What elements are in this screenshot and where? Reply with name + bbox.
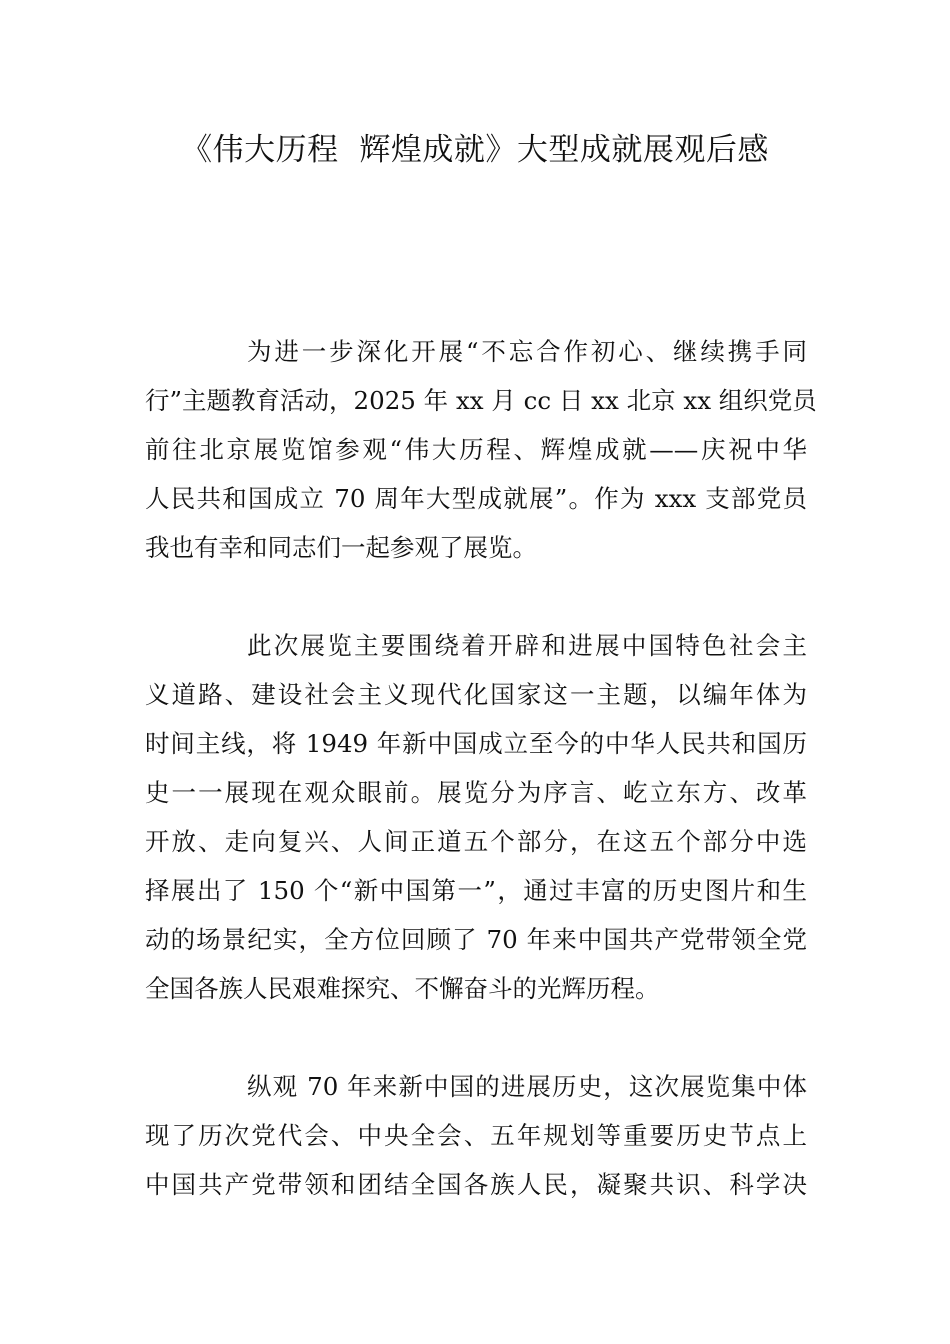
paragraph-line: 开放、走向复兴、人间正道五个部分，在这五个部分中选: [145, 827, 807, 856]
paragraph-1: [145, 327, 817, 572]
document-title: 《伟大历程 辉煌成就》大型成就展观后感: [181, 132, 769, 168]
paragraph-line: 中国共产党带领和团结全国各族人民，凝聚共识、科学决: [145, 1170, 807, 1199]
paragraph-line: 我也有幸和同志们一起参观了展览。: [145, 533, 537, 562]
paragraph-line: 动的场景纪实，全方位回顾了 70 年来中国共产党带领全党: [145, 925, 807, 954]
paragraph-line: 人民共和国成立 70 周年大型成就展”。作为 xxx 支部党员: [145, 484, 807, 513]
paragraph-line: 此次展览主要围绕着开辟和进展中国特色社会主: [247, 631, 807, 660]
paragraph-line: 现了历次党代会、中央全会、五年规划等重要历史节点上: [145, 1121, 807, 1150]
document-body: [145, 327, 817, 1258]
paragraph-line: 为进一步深化开展“不忘合作初心、继续携手同: [247, 337, 807, 366]
paragraph-line: 义道路、建设社会主义现代化国家这一主题，以编年体为: [145, 680, 807, 709]
paragraph-line: 行”主题教育活动，2025 年 xx 月 cc 日 xx 北京 xx 组织党员: [145, 386, 817, 415]
paragraph-line: 前往北京展览馆参观“伟大历程、辉煌成就——庆祝中华: [145, 435, 807, 464]
paragraph-3: [145, 1062, 807, 1209]
paragraph-line: 全国各族人民艰难探究、不懈奋斗的光辉历程。: [145, 974, 660, 1003]
paragraph-line: 史一一展现在观众眼前。展览分为序言、屹立东方、改革: [145, 778, 807, 807]
paragraph-line: 时间主线，将 1949 年新中国成立至今的中华人民共和国历: [145, 729, 807, 758]
paragraph-line: 纵观 70 年来新中国的进展历史，这次展览集中体: [247, 1072, 807, 1101]
paragraph-2: [145, 621, 807, 1013]
paragraph-line: 择展出了 150 个“新中国第一”，通过丰富的历史图片和生: [145, 876, 807, 905]
